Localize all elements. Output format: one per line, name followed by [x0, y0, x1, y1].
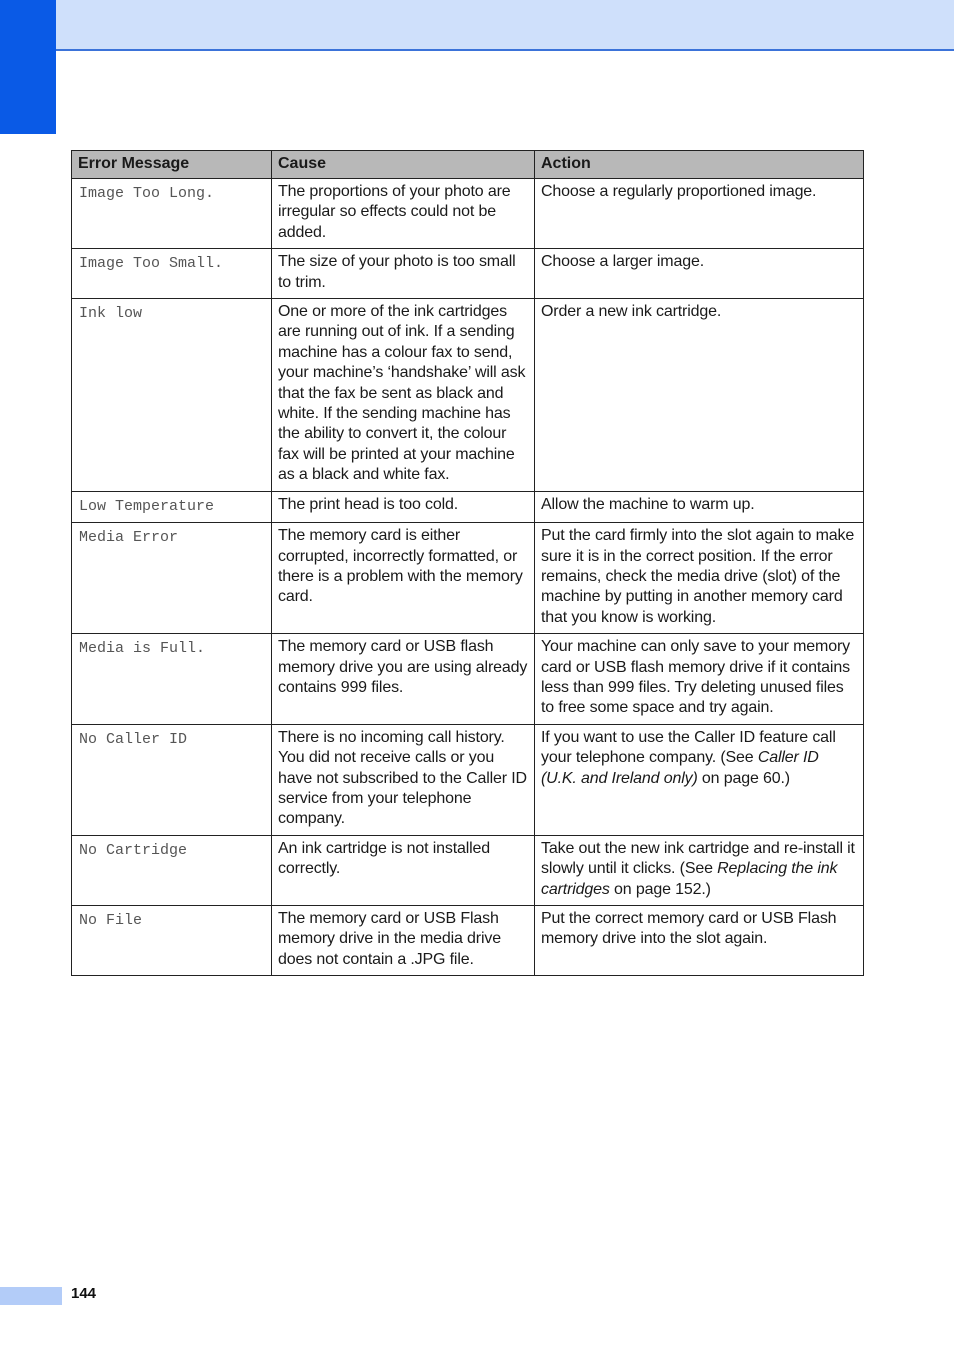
header-action: Action: [535, 151, 864, 179]
cause-cell: One or more of the ink cartridges are running out of ink. If a sending machine has a colour fax to send, your machine’s ‘handshake’ will ask that the fax be sent as black and white. If the sending machine has the ability to convert it, the colour fax will be printed at your machine as a black and white fax.: [272, 299, 535, 492]
error-message-cell: No Cartridge: [72, 835, 272, 905]
error-message-cell: Image Too Small.: [72, 249, 272, 299]
action-text: Take out the new ink cartridge and re-install it slowly until it clicks. (See: [541, 839, 855, 878]
action-cell: Your machine can only save to your memory card or USB flash memory drive if it contains less than 999 files. Try deleting unused files to free some space and try again.: [535, 634, 864, 725]
header-cause: Cause: [272, 151, 535, 179]
action-cell: Allow the machine to warm up.: [535, 491, 864, 522]
action-cell: [535, 835, 864, 905]
table-row: [72, 523, 864, 634]
action-cell: Put the correct memory card or USB Flash memory drive into the slot again.: [535, 906, 864, 976]
header-band: [0, 0, 954, 51]
action-text: If you want to use the Caller ID feature call your telephone company. (See: [541, 728, 836, 767]
cause-cell: The proportions of your photo are irregular so effects could not be added.: [272, 179, 535, 249]
page-number: 144: [71, 1285, 97, 1302]
chapter-tab: [0, 0, 56, 134]
error-message-cell: Ink low: [72, 299, 272, 492]
action-cell: Order a new ink cartridge.: [535, 299, 864, 492]
action-cell: [535, 724, 864, 835]
cause-cell: The print head is too cold.: [272, 491, 535, 522]
table-row: [72, 835, 864, 905]
table-row: [72, 249, 864, 299]
action-cell: Choose a larger image.: [535, 249, 864, 299]
cause-cell: There is no incoming call history. You did not receive calls or you have not subscribed to the Caller ID service from your telephone company.: [272, 724, 535, 835]
page-number-tab: [0, 1287, 62, 1305]
action-text: on page 152.): [609, 880, 711, 898]
error-message-cell: Image Too Long.: [72, 179, 272, 249]
cause-cell: The size of your photo is too small to trim.: [272, 249, 535, 299]
header-error-message: Error Message: [72, 151, 272, 179]
error-message-cell: Media Error: [72, 523, 272, 634]
error-message-cell: Media is Full.: [72, 634, 272, 725]
table-row: [72, 179, 864, 249]
error-message-cell: Low Temperature: [72, 491, 272, 522]
cause-cell: An ink cartridge is not installed correctly.: [272, 835, 535, 905]
table-row: [72, 491, 864, 522]
cross-reference: Replacing the ink cartridges: [541, 860, 838, 898]
action-cell: Put the card firmly into the slot again to make sure it is in the correct position. If the error remains, check the media drive (slot) of the machine by putting in another memory card that you know is working.: [535, 523, 864, 634]
table-row: [72, 906, 864, 976]
error-message-cell: No Caller ID: [72, 724, 272, 835]
error-message-table: [71, 150, 864, 976]
cause-cell: The memory card is either corrupted, incorrectly formatted, or there is a problem with the memory card.: [272, 523, 535, 634]
table-row: [72, 299, 864, 492]
action-cell: Choose a regularly proportioned image.: [535, 179, 864, 249]
table-row: [72, 724, 864, 835]
cause-cell: The memory card or USB flash memory drive you are using already contains 999 files.: [272, 634, 535, 725]
action-text: on page 60.): [697, 769, 790, 787]
error-message-cell: No File: [72, 906, 272, 976]
cross-reference: Caller ID (U.K. and Ireland only): [541, 749, 819, 787]
cause-cell: The memory card or USB Flash memory drive in the media drive does not contain a .JPG file.: [272, 906, 535, 976]
table-header-row: [72, 151, 864, 179]
table-row: [72, 634, 864, 725]
